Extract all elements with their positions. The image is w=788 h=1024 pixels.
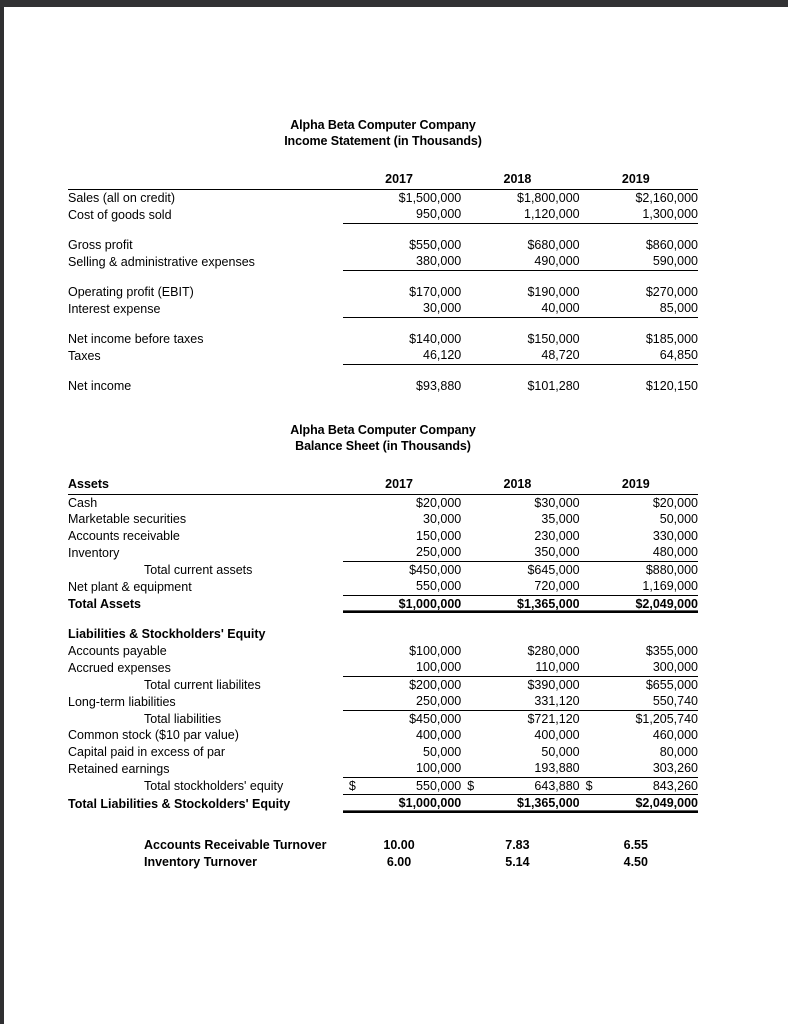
row-value: 230,000 [534, 528, 580, 543]
row-value: $2,160,000 [635, 190, 698, 205]
table-row [68, 777, 698, 795]
row-value: $880,000 [645, 562, 698, 577]
assets-header-row [68, 476, 698, 494]
row-label: Net income before taxes [68, 331, 204, 346]
income-row-header-label [68, 171, 343, 189]
balance-year-2018: 2018 [461, 476, 579, 494]
row-value: 250,000 [343, 693, 461, 710]
table-row [68, 676, 698, 693]
balance-year-2019: 2019 [580, 476, 698, 494]
table-row [68, 253, 698, 270]
income-year-2018: 2018 [461, 171, 579, 189]
row-value: $2,049,000 [580, 595, 698, 613]
row-label: Interest expense [68, 301, 161, 316]
income-statement-block [68, 117, 698, 394]
row-label: Selling & administrative expenses [68, 254, 255, 269]
row-value-cell [461, 777, 579, 795]
row-value: 46,120 [343, 347, 461, 364]
table-row [68, 837, 698, 854]
row-value: 30,000 [423, 512, 462, 526]
row-value: 400,000 [534, 728, 580, 742]
row-label: Capital paid in excess of par [68, 744, 226, 759]
row-value: 643,880 [534, 778, 580, 793]
row-value: 50,000 [541, 744, 580, 759]
balance-year-2017: 2017 [343, 476, 461, 494]
income-statement-title [68, 117, 698, 149]
table-row [68, 189, 698, 206]
balance-sheet-subtitle: Balance Sheet (in Thousands) [295, 439, 471, 453]
row-value-cell [343, 777, 461, 795]
row-value: 480,000 [580, 544, 698, 561]
row-value: $280,000 [527, 643, 580, 658]
row-value: 590,000 [580, 253, 698, 270]
income-year-2017: 2017 [343, 171, 461, 189]
ratio-label: Inventory Turnover [144, 855, 257, 869]
balance-sheet-title [68, 422, 698, 454]
income-statement-company: Alpha Beta Computer Company [290, 118, 476, 132]
table-row [68, 693, 698, 710]
row-label: Common stock ($10 par value) [68, 728, 239, 742]
table-row [68, 595, 698, 613]
row-value: 64,850 [580, 347, 698, 364]
row-spacer [68, 364, 698, 378]
table-row [68, 854, 698, 871]
ratio-value: 4.50 [623, 855, 648, 869]
ratios-block [68, 837, 698, 871]
table-row [68, 300, 698, 317]
row-value: 460,000 [652, 728, 698, 742]
ratio-value: 6.00 [386, 855, 412, 869]
ratio-label: Accounts Receivable Turnover [144, 838, 327, 852]
row-spacer [68, 613, 698, 627]
row-label: Accounts receivable [68, 528, 180, 543]
row-value: $270,000 [645, 284, 698, 299]
row-value: $150,000 [527, 331, 580, 346]
row-value: 550,000 [416, 778, 462, 793]
row-label: Total stockholders' equity [144, 779, 284, 793]
row-value: $721,120 [527, 711, 580, 726]
ratio-value: 10.00 [383, 838, 415, 852]
row-label: Cost of goods sold [68, 207, 172, 222]
row-value: 250,000 [343, 544, 461, 561]
row-value: 550,000 [343, 578, 461, 595]
income-statement-header-row [68, 171, 698, 189]
row-value: 110,000 [461, 659, 579, 676]
row-value: 193,880 [461, 760, 579, 777]
ratio-value: 5.14 [505, 855, 530, 869]
row-value: $450,000 [409, 711, 462, 726]
row-label: Total Assets [68, 597, 141, 611]
income-statement-table [68, 171, 698, 394]
row-value: $100,000 [409, 643, 462, 658]
row-value: 300,000 [580, 659, 698, 676]
row-label: Inventory [68, 545, 120, 560]
income-year-2019: 2019 [580, 171, 698, 189]
row-value: 85,000 [580, 300, 698, 317]
row-value: 1,169,000 [580, 578, 698, 595]
row-value: $355,000 [645, 643, 698, 658]
row-value: $20,000 [652, 495, 698, 510]
row-label: Sales (all on credit) [68, 190, 175, 205]
row-value: 48,720 [461, 347, 579, 364]
row-value: 550,740 [580, 693, 698, 710]
assets-header-label: Assets [68, 476, 343, 494]
row-value: 303,260 [580, 760, 698, 777]
row-spacer [68, 317, 698, 331]
row-value: $140,000 [409, 331, 462, 346]
row-value: $20,000 [416, 495, 462, 510]
row-value: $450,000 [409, 562, 462, 577]
table-row [68, 659, 698, 676]
row-value: $1,500,000 [398, 190, 462, 205]
table-row [68, 237, 698, 254]
balance-sheet-table [68, 476, 698, 813]
row-value: 50,000 [423, 744, 462, 759]
row-label: Total current liabilites [144, 677, 261, 692]
table-row [68, 744, 698, 761]
row-spacer [68, 270, 698, 284]
table-row [68, 578, 698, 595]
row-label: Net plant & equipment [68, 579, 192, 594]
row-label: Total current assets [144, 562, 253, 577]
income-statement-subtitle: Income Statement (in Thousands) [284, 134, 482, 148]
row-value: 843,260 [652, 778, 698, 793]
table-row [68, 528, 698, 545]
table-row [68, 331, 698, 348]
row-value: 380,000 [343, 253, 461, 270]
row-label: Long-term liabilities [68, 694, 176, 709]
row-value: $390,000 [527, 677, 580, 692]
paper-sheet [4, 7, 788, 1024]
row-value: $655,000 [645, 677, 698, 692]
liabilities-header-label: Liabilities & Stockholders' Equity [68, 627, 266, 641]
row-value: $2,049,000 [580, 795, 698, 813]
row-value: $93,880 [416, 378, 462, 393]
row-value: $200,000 [409, 677, 462, 692]
row-value: $1,365,000 [461, 595, 579, 613]
ratio-value: 6.55 [623, 838, 648, 852]
row-value: 400,000 [416, 728, 462, 742]
row-label: Marketable securities [68, 512, 187, 526]
row-value: $860,000 [645, 237, 698, 252]
table-row [68, 284, 698, 301]
table-row [68, 561, 698, 578]
table-row [68, 795, 698, 813]
row-value: 100,000 [343, 760, 461, 777]
row-label: Retained earnings [68, 761, 170, 776]
table-row [68, 378, 698, 395]
currency-symbol: $ [348, 778, 356, 793]
row-value: 50,000 [659, 512, 698, 526]
row-value: 1,300,000 [580, 206, 698, 223]
row-value: 80,000 [659, 744, 698, 759]
row-value: $120,150 [645, 378, 698, 393]
ratio-value: 7.83 [505, 838, 530, 852]
row-value: $1,365,000 [461, 795, 579, 813]
row-value: 30,000 [343, 300, 461, 317]
row-label: Gross profit [68, 237, 133, 252]
row-label: Taxes [68, 348, 101, 363]
row-value: 100,000 [343, 659, 461, 676]
table-row [68, 727, 698, 744]
table-row [68, 760, 698, 777]
row-value: $190,000 [527, 284, 580, 299]
currency-symbol: $ [467, 778, 475, 793]
row-value: $1,800,000 [517, 190, 580, 205]
row-value: 350,000 [461, 544, 579, 561]
row-value: 1,120,000 [461, 206, 579, 223]
table-row [68, 643, 698, 660]
row-label: Cash [68, 495, 98, 510]
row-value: $550,000 [409, 237, 462, 252]
row-value: $101,280 [527, 378, 580, 393]
row-value: $30,000 [534, 495, 580, 510]
row-value: 330,000 [652, 528, 698, 543]
row-value: $1,000,000 [343, 795, 461, 813]
scan-top-edge [0, 0, 788, 7]
table-row [68, 710, 698, 727]
row-label: Total liabilities [144, 711, 222, 726]
row-value: $645,000 [527, 562, 580, 577]
balance-sheet-company: Alpha Beta Computer Company [290, 423, 476, 437]
row-spacer [68, 223, 698, 237]
row-value: 35,000 [541, 512, 580, 526]
row-label: Total Liabilities & Stockolders' Equity [68, 796, 291, 811]
row-label: Accounts payable [68, 643, 167, 658]
row-label: Accrued expenses [68, 660, 171, 675]
liabilities-header-row [68, 626, 698, 643]
row-value: 720,000 [461, 578, 579, 595]
row-value: $680,000 [527, 237, 580, 252]
table-row [68, 347, 698, 364]
row-value: $1,205,740 [635, 711, 698, 726]
row-value: 40,000 [461, 300, 579, 317]
row-value: 331,120 [461, 693, 579, 710]
row-value: $1,000,000 [343, 595, 461, 613]
table-row [68, 494, 698, 511]
row-value: 150,000 [416, 528, 462, 543]
table-row [68, 544, 698, 561]
currency-symbol: $ [585, 778, 593, 793]
row-value-cell [580, 777, 698, 795]
row-label: Net income [68, 378, 132, 393]
row-value: 950,000 [343, 206, 461, 223]
table-row [68, 511, 698, 528]
row-value: 490,000 [461, 253, 579, 270]
row-label: Operating profit (EBIT) [68, 284, 194, 299]
row-value: $170,000 [409, 284, 462, 299]
balance-sheet-block [68, 422, 698, 813]
row-value: $185,000 [645, 331, 698, 346]
table-row [68, 206, 698, 223]
ratios-table [68, 837, 698, 871]
